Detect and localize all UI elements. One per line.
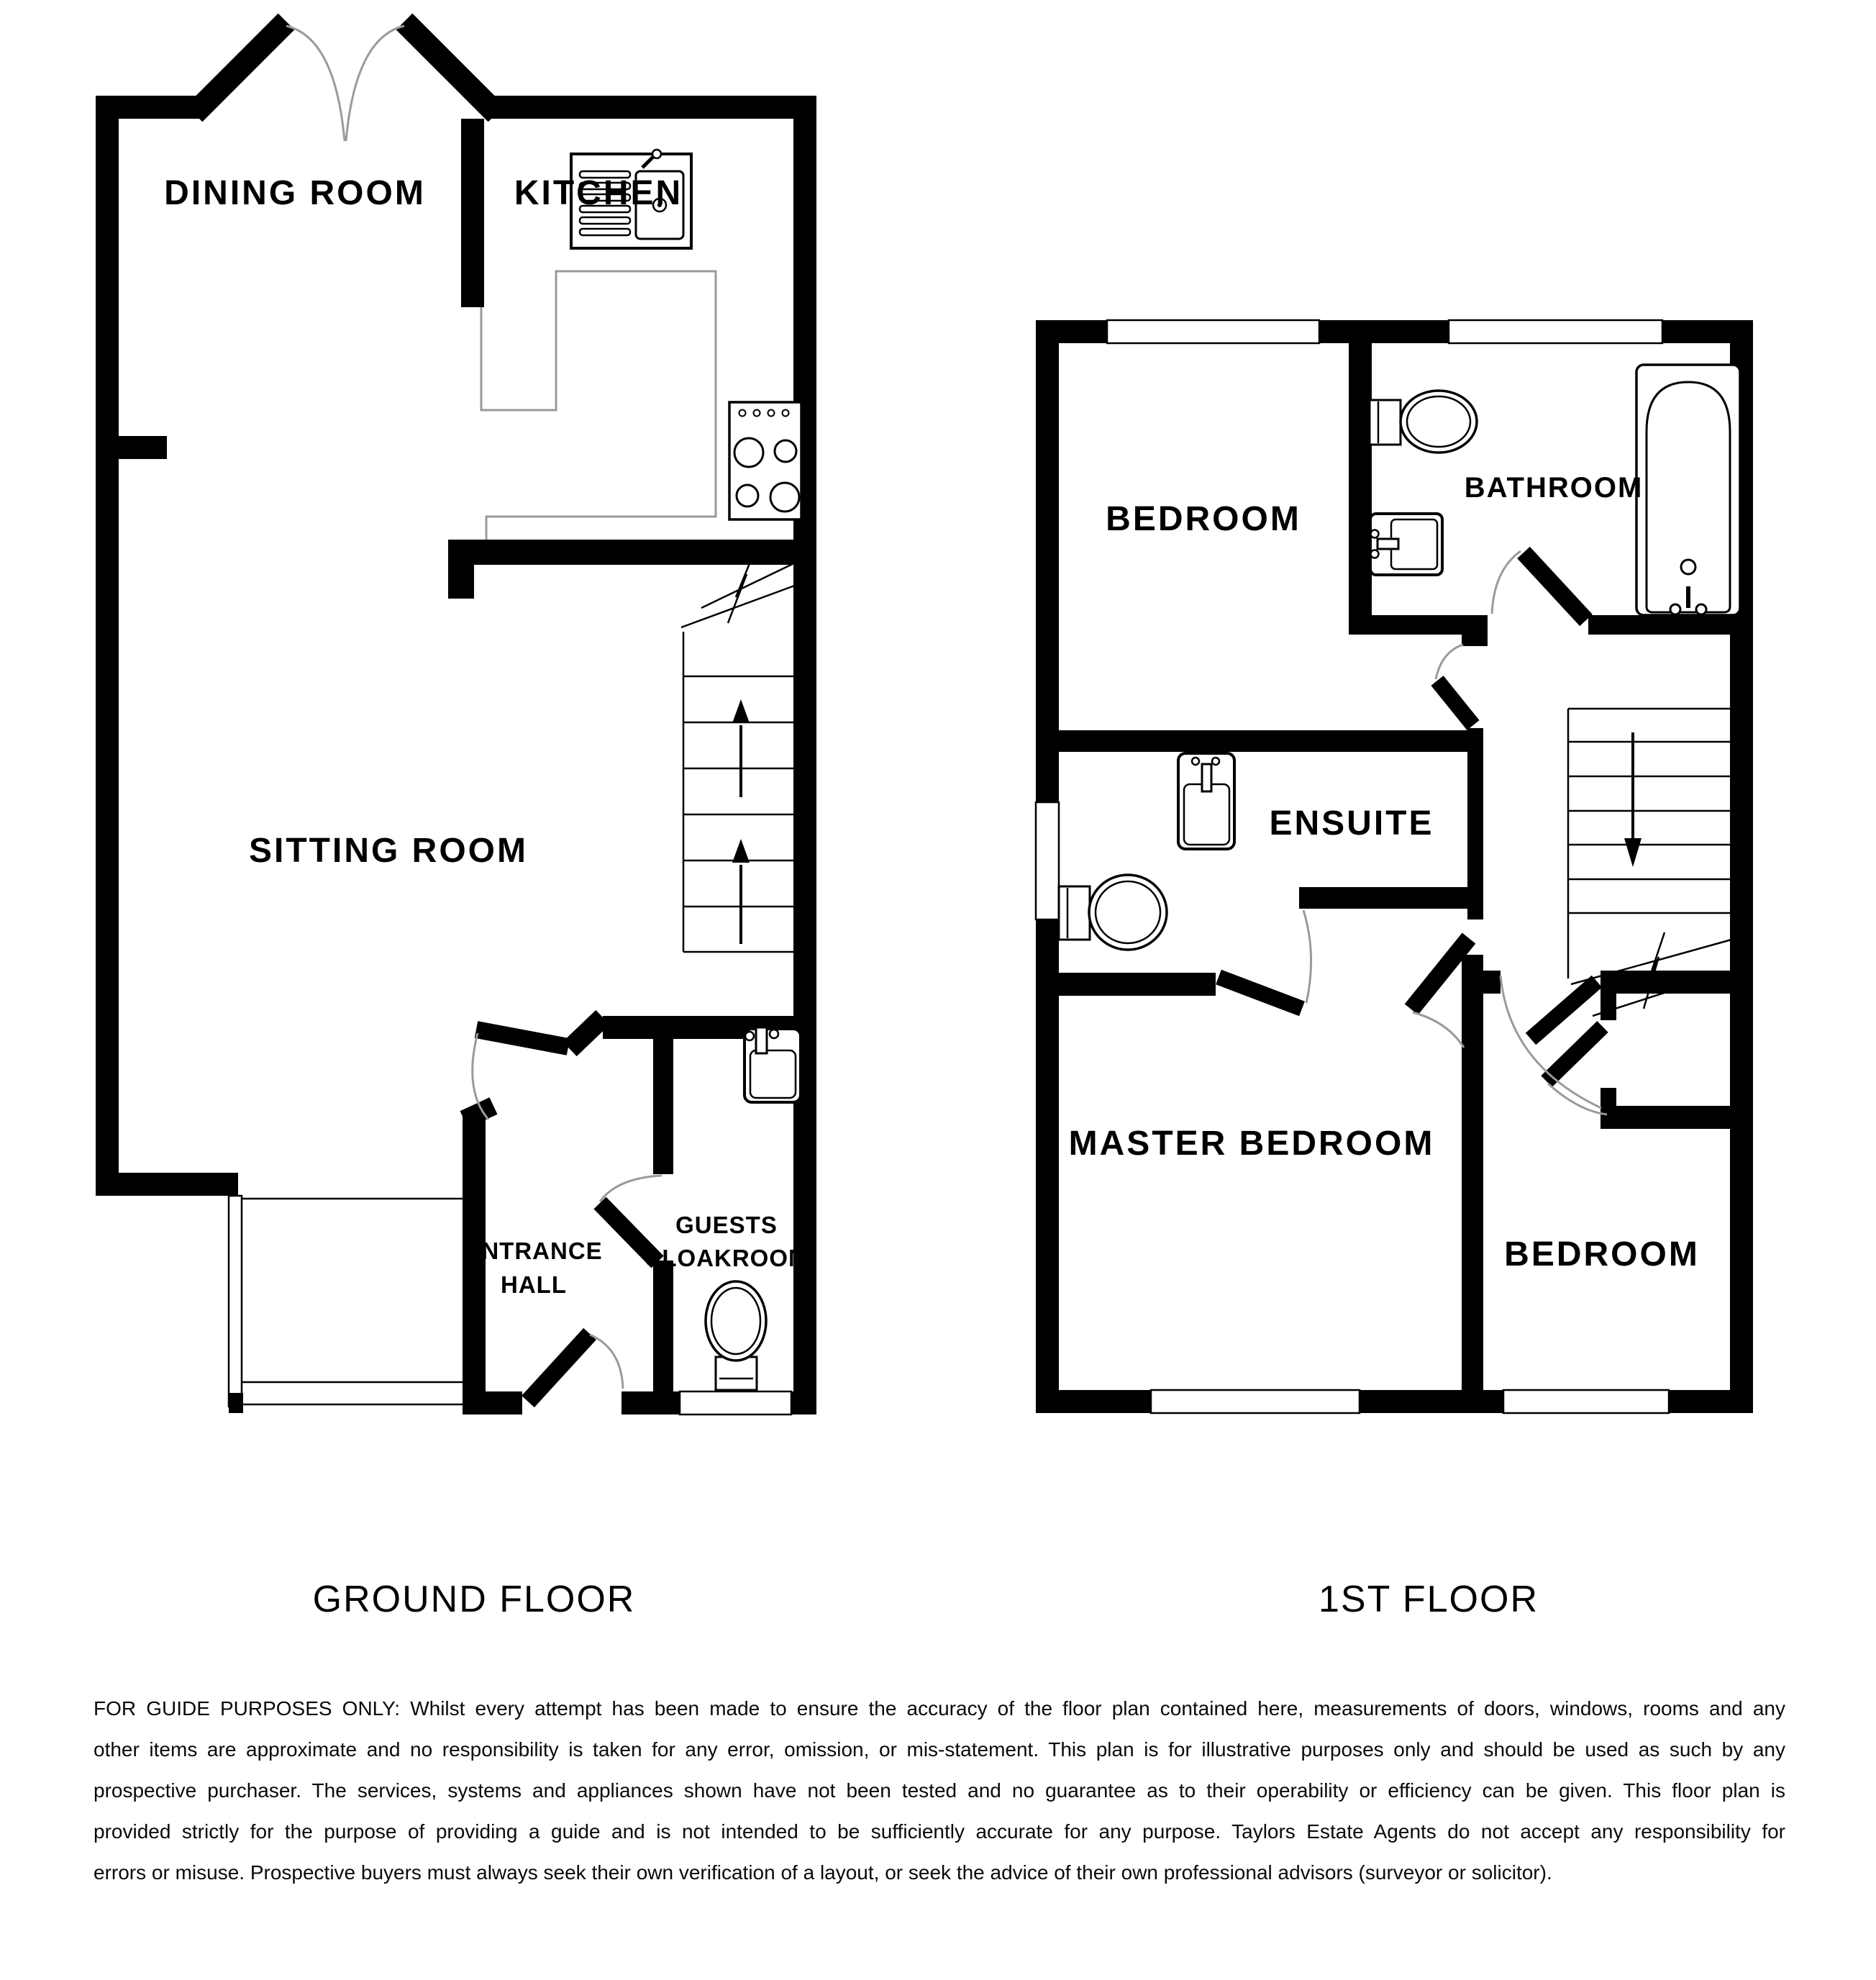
wall-hall-diag: [464, 1106, 493, 1120]
basin-inner: [750, 1050, 796, 1098]
ground-floor-plan: [96, 22, 816, 1620]
wall-sitting-bottom: [96, 1173, 238, 1196]
four-burner-hob-icon: [729, 402, 801, 519]
wall-bay-left: [194, 22, 286, 114]
door-arc: [590, 1335, 623, 1389]
room-label-bathroom: BATHROOM: [1464, 472, 1644, 504]
bath-tap: [1670, 604, 1680, 614]
door-arc: [1548, 1084, 1607, 1114]
door-leaf-bedroom: [1437, 681, 1473, 725]
hob-knob: [754, 410, 760, 417]
tap: [756, 1027, 767, 1053]
porch-outline: [229, 1196, 463, 1413]
tap: [1378, 539, 1398, 549]
double-door-bay-icon: [286, 26, 404, 141]
bath-drain: [1681, 560, 1695, 574]
room-label-guests-cloakroom: CLOAKROOM: [644, 1245, 809, 1271]
wall-hall-reveal: [570, 1017, 603, 1049]
ground-doors: [473, 1030, 662, 1402]
room-label-guests-cloakroom: GUESTS: [675, 1212, 778, 1238]
wall-stub: [1462, 633, 1488, 646]
up-arrow-head: [732, 699, 750, 723]
door-leaf-front: [528, 1334, 590, 1402]
wall: [1036, 320, 1059, 802]
cistern: [1059, 886, 1090, 940]
wall: [1360, 1390, 1503, 1413]
ground-walls: [96, 22, 816, 1414]
room-label-entrance-hall: HALL: [501, 1271, 567, 1298]
floor-label-first: 1ST FLOOR: [1318, 1579, 1539, 1620]
room-label-dining: DINING ROOM: [164, 174, 426, 212]
wall-closet-bottom: [1611, 1106, 1730, 1129]
disclaimer-line: provided strictly for the purpose of providing a guide and is not intended to be sufficiently accurate for any purpose. Taylors Estate Agents do not accept any responsibility for: [94, 1820, 1785, 1843]
toilet-bowl: [1407, 396, 1470, 447]
hob-knob: [768, 410, 775, 417]
room-label-kitchen: KITCHEN: [514, 174, 683, 212]
tap-handle: [1212, 758, 1219, 765]
tap: [1202, 764, 1211, 791]
hob-knob: [783, 410, 789, 417]
tap-handle: [770, 1030, 778, 1038]
door-leaf-bedroom2: [1531, 981, 1597, 1039]
wall-kitchen-bottom: [448, 540, 816, 565]
drainer-bar: [580, 229, 630, 235]
wall-bathroom-bottom: [1349, 615, 1488, 635]
wall: [1036, 320, 1107, 343]
window-icon: [680, 1391, 791, 1414]
window-icon: [1036, 802, 1059, 919]
wall: [1669, 1390, 1753, 1413]
wall-stub: [229, 1393, 243, 1413]
wash-basin-icon: [1178, 753, 1234, 849]
disclaimer-line: FOR GUIDE PURPOSES ONLY: Whilst every attempt has been made to ensure the accuracy of the floor plan contained here, measurements of doors, windows, rooms and any: [94, 1697, 1785, 1720]
wall: [491, 96, 816, 119]
tap-handle: [1371, 550, 1379, 558]
door-arc: [1413, 1012, 1464, 1048]
door-arc: [1303, 910, 1311, 1003]
basin-inner: [1184, 784, 1229, 845]
kitchen-counter-line: [481, 271, 716, 540]
window-icon: [1449, 320, 1662, 343]
tap: [652, 150, 661, 158]
wall-bed-bath-divider: [1349, 343, 1372, 615]
wall: [96, 96, 199, 119]
wall-bay-right: [404, 22, 496, 114]
door-leaf-hall: [476, 1030, 568, 1047]
disclaimer-text: [94, 1688, 1785, 1893]
tap-handle: [1371, 530, 1379, 538]
wall-stub: [96, 436, 167, 459]
hob-knob: [739, 410, 746, 417]
disclaimer-line: prospective purchaser. The services, systems and appliances shown have not been tested and no guarantee as to their operability or efficiency can be given. This floor plan is: [94, 1779, 1785, 1802]
hob-burner: [775, 440, 796, 462]
wall-cloak-left: [653, 1039, 673, 1174]
tap-handle: [745, 1032, 754, 1040]
wall: [96, 96, 119, 1196]
stairs-up-arrow-icon: [681, 551, 798, 952]
door-arc: [286, 26, 345, 141]
wall-stub: [1600, 1088, 1616, 1129]
first-floor-plan: [680, 320, 1753, 1620]
wall-bottom: [621, 1391, 680, 1414]
floor-label-ground: GROUND FLOOR: [312, 1579, 636, 1620]
door-leaf-master: [1411, 938, 1469, 1009]
wall-bottom: [463, 1391, 522, 1414]
toilet-icon: [1370, 391, 1477, 453]
wall: [1319, 320, 1449, 343]
down-arrow-head: [1624, 838, 1642, 867]
window-icon: [1107, 320, 1319, 343]
wall-closet-top: [1600, 971, 1730, 994]
bathtub-icon: [1636, 365, 1740, 615]
wall-stub: [1476, 971, 1501, 994]
wall-ensuite-right: [1467, 728, 1483, 919]
door-leaf-ensuite: [1219, 977, 1302, 1009]
toilet-icon: [1059, 875, 1167, 950]
door-leaf-closet: [1547, 1027, 1603, 1081]
stairs-break-line: [701, 561, 798, 608]
disclaimer-line: other items are approximate and no responsibility is taken for any error, omission, or mis-statement. This plan is for illustrative purposes only and should be used as such by any: [94, 1738, 1785, 1761]
door-arc: [1436, 645, 1463, 679]
wash-basin-icon: [1370, 514, 1442, 575]
room-label-bedroom: BEDROOM: [1106, 500, 1301, 538]
door-leaf-bathroom: [1524, 553, 1586, 620]
room-label-bedroom2: BEDROOM: [1504, 1235, 1700, 1273]
wall: [793, 119, 816, 1414]
toilet-icon: [706, 1281, 766, 1390]
hob-burner: [737, 485, 758, 507]
wall-ensuite-bottom: [1299, 887, 1468, 909]
room-label-master-bedroom: MASTER BEDROOM: [1068, 1125, 1435, 1163]
cistern: [1370, 400, 1401, 445]
wash-basin-icon: [745, 1027, 801, 1102]
window-icon: [1151, 1390, 1360, 1413]
wall-bedroom-bottom: [1036, 730, 1468, 752]
door-arc: [346, 26, 404, 141]
toilet-bowl: [711, 1288, 760, 1354]
wall: [1036, 1390, 1151, 1413]
room-label-entrance-hall: ENTRANCE: [465, 1238, 603, 1264]
wall-stub: [448, 565, 474, 599]
hob-burner: [770, 483, 799, 512]
disclaimer-line: errors or misuse. Prospective buyers must always seek their own verification of a layout, or seek the advice of their own professional advisors (surveyor or solicitor).: [94, 1861, 1552, 1884]
wall-kitchen-partition: [461, 119, 484, 307]
drainer-bar: [580, 217, 630, 224]
wall-cloak-left: [653, 1261, 673, 1391]
tap-handle: [1192, 758, 1199, 765]
wall-bottom: [791, 1391, 816, 1414]
door-arc: [600, 1176, 662, 1202]
window-icon: [1503, 1390, 1669, 1413]
hob-burner: [734, 438, 763, 467]
porch-window: [229, 1196, 242, 1407]
room-label-ensuite: ENSUITE: [1269, 804, 1434, 843]
wall-bathroom-bottom: [1588, 615, 1730, 635]
wall-master-top: [1036, 973, 1216, 996]
bath-tap: [1696, 604, 1706, 614]
wall-master-right: [1462, 955, 1483, 1390]
up-arrow-head: [732, 839, 750, 863]
stairs-down-arrow-icon: [1568, 709, 1731, 1016]
room-label-sitting: SITTING ROOM: [249, 832, 528, 870]
cistern: [716, 1357, 757, 1390]
door-arc: [1492, 551, 1521, 614]
toilet-bowl: [1096, 881, 1160, 943]
